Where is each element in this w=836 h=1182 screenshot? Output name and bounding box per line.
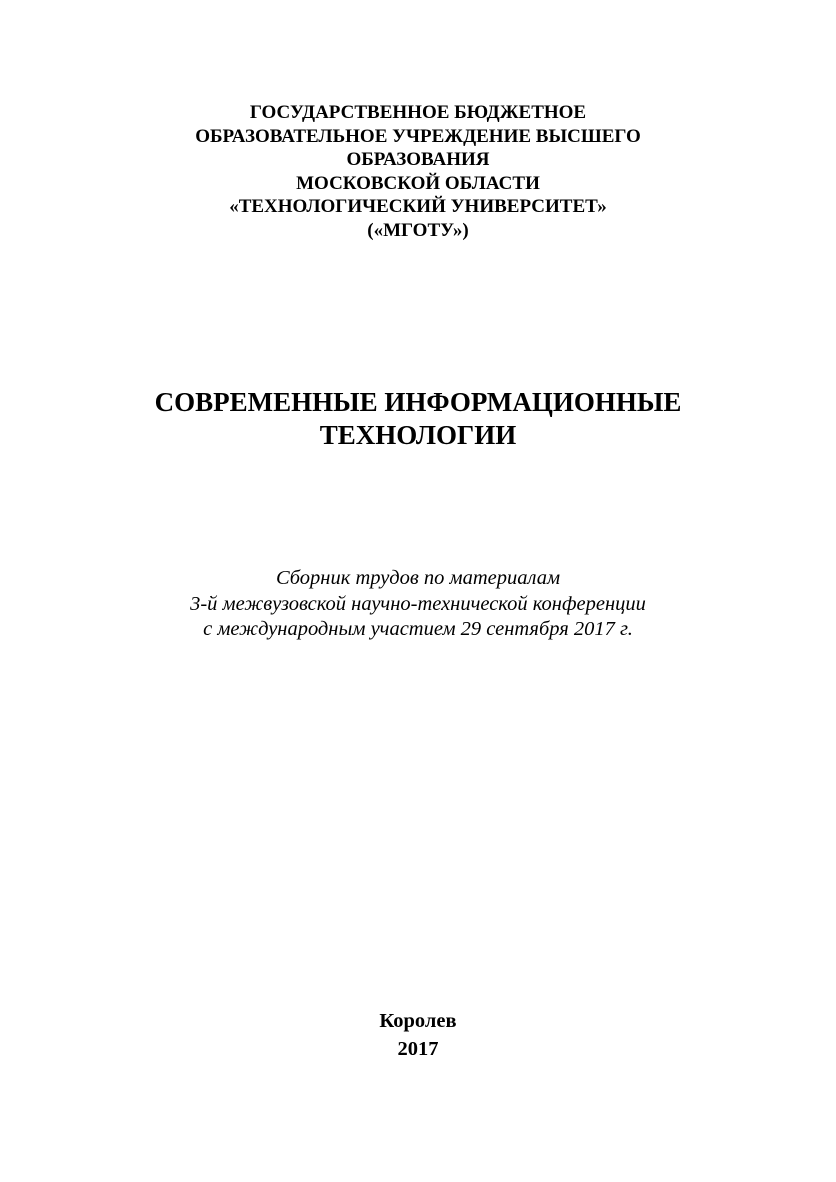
- title-line: СОВРЕМЕННЫЕ ИНФОРМАЦИОННЫЕ: [154, 387, 682, 417]
- publication-city: Королев: [379, 1010, 457, 1032]
- subtitle-line: с международным участием 29 сентября 2017 г.: [203, 618, 633, 640]
- institution-line: МОСКОВСКОЙ ОБЛАСТИ: [296, 172, 540, 194]
- institution-line: ОБРАЗОВАТЕЛЬНОЕ УЧРЕЖДЕНИЕ ВЫСШЕГО: [195, 125, 641, 147]
- title-line: ТЕХНОЛОГИИ: [319, 420, 517, 450]
- publication-info: [0, 1007, 836, 1063]
- subtitle-line: Сборник трудов по материалам: [275, 567, 561, 589]
- institution-line: («МГОТУ»): [367, 219, 469, 241]
- subtitle-line: 3-й межвузовской научно-технической конференции: [190, 592, 646, 615]
- document-subtitle: [0, 566, 836, 643]
- institution-line: ОБРАЗОВАНИЯ: [346, 149, 490, 170]
- document-title: [0, 386, 836, 452]
- institution-line: ГОСУДАРСТВЕННОЕ БЮДЖЕТНОЕ: [249, 102, 587, 123]
- publication-year: 2017: [397, 1038, 439, 1060]
- institution-name: [0, 101, 836, 242]
- institution-line: «ТЕХНОЛОГИЧЕСКИЙ УНИВЕРСИТЕТ»: [229, 196, 607, 217]
